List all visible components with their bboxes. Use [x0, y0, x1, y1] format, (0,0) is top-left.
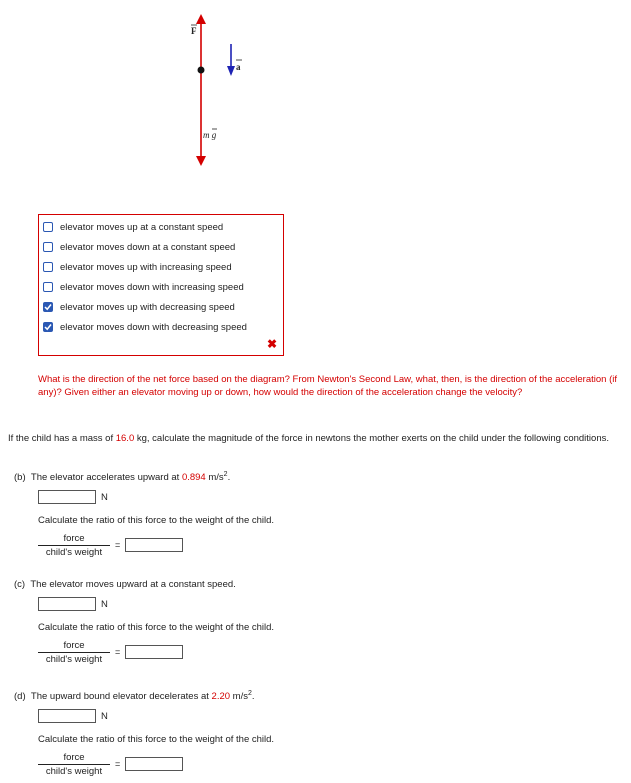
choice-label: elevator moves up with decreasing speed	[60, 301, 235, 313]
part-b-force-unit: N	[101, 492, 108, 503]
part-d-prompt	[14, 690, 255, 702]
problem-statement	[8, 432, 626, 445]
checkbox-4[interactable]	[43, 302, 53, 312]
part-b-fraction	[38, 533, 110, 558]
part-c-prompt	[14, 579, 236, 590]
equals-sign: =	[115, 759, 121, 769]
part-d-fraction	[38, 752, 110, 777]
answer-choices	[38, 214, 284, 356]
check-icon	[44, 323, 52, 331]
part-d-label: (d)	[14, 691, 26, 703]
weight-label: m g	[203, 130, 217, 140]
intro-before: If the child has a mass of	[8, 433, 116, 444]
choice-label: elevator moves down at a constant speed	[60, 241, 236, 253]
fraction-numerator: force	[38, 752, 110, 765]
part-d-force-unit: N	[101, 711, 108, 722]
part-b-ratio-prompt: Calculate the ratio of this force to the weight of the child.	[38, 515, 275, 526]
checkbox-3[interactable]	[43, 282, 53, 292]
choice-label: elevator moves up at a constant speed	[60, 221, 224, 233]
checkbox-1[interactable]	[43, 242, 53, 252]
part-b-unit: m/s	[205, 472, 224, 484]
part-d-value: 2.20	[211, 691, 231, 703]
choice-label: elevator moves up with increasing speed	[60, 261, 232, 273]
part-c-label: (c)	[14, 579, 26, 590]
fraction-denominator: child's weight	[45, 766, 103, 777]
fraction-numerator: force	[38, 640, 110, 653]
part-c-force-input[interactable]	[38, 597, 96, 611]
equals-sign: =	[115, 647, 121, 657]
part-c-force-unit: N	[101, 599, 108, 610]
part-b-period: .	[227, 472, 231, 484]
accel-label: a	[236, 62, 241, 72]
part-d-ratio-input[interactable]	[125, 757, 183, 771]
part-b-exponent: 2	[223, 471, 228, 478]
force-label: F	[191, 26, 197, 36]
part-b-force-input[interactable]	[38, 490, 96, 504]
choice-down-increasing[interactable]	[43, 280, 244, 294]
intro-after: kg, calculate the magnitude of the force in newtons the mother exerts on the child under the following conditions.	[134, 433, 609, 444]
choice-up-increasing[interactable]	[43, 260, 232, 274]
part-b-prompt	[14, 471, 230, 483]
choice-down-decreasing[interactable]	[43, 320, 247, 334]
choice-down-constant[interactable]	[43, 240, 235, 254]
choice-up-decreasing[interactable]	[43, 300, 235, 314]
part-c-text: The elevator moves upward at a constant speed.	[30, 579, 236, 590]
part-b-ratio-input[interactable]	[125, 538, 183, 552]
part-d-exponent: 2	[247, 690, 252, 697]
point-mass	[198, 67, 205, 74]
checkbox-0[interactable]	[43, 222, 53, 232]
part-d-period: .	[251, 691, 255, 703]
free-body-diagram	[150, 8, 260, 173]
checkbox-2[interactable]	[43, 262, 53, 272]
part-b-text: The elevator accelerates upward at	[30, 472, 182, 484]
force-arrowhead	[196, 14, 206, 24]
part-c-ratio-input[interactable]	[125, 645, 183, 659]
part-d-text: The upward bound elevator decelerates at	[30, 691, 212, 703]
check-icon	[44, 303, 52, 311]
fraction-numerator: force	[38, 533, 110, 546]
checkbox-5[interactable]	[43, 322, 53, 332]
part-d-unit: m/s	[230, 691, 248, 703]
part-d-force-input[interactable]	[38, 709, 96, 723]
child-mass: 16.0	[115, 433, 135, 444]
choice-label: elevator moves down with decreasing speed	[60, 321, 247, 333]
incorrect-icon: ✖	[266, 337, 277, 351]
fraction-denominator: child's weight	[45, 547, 103, 558]
equals-sign: =	[115, 540, 121, 550]
part-c-fraction	[38, 640, 110, 665]
fraction-denominator: child's weight	[45, 654, 103, 665]
accel-arrowhead	[227, 66, 235, 76]
part-d-ratio-prompt: Calculate the ratio of this force to the weight of the child.	[38, 734, 275, 745]
part-c-ratio-prompt: Calculate the ratio of this force to the weight of the child.	[38, 622, 275, 633]
choice-label: elevator moves down with increasing speed	[60, 281, 244, 293]
part-b-value: 0.894	[181, 472, 206, 484]
part-b-label: (b)	[14, 472, 26, 484]
choice-up-constant[interactable]	[43, 220, 223, 234]
weight-arrowhead	[196, 156, 206, 166]
feedback-hint: What is the direction of the net force based on the diagram? From Newton's Second Law, what, then, is the direction of the acceleration (if any)? Given either an elevator moving up or down, how would the direction of the acceleration change the velocity?	[38, 374, 617, 398]
